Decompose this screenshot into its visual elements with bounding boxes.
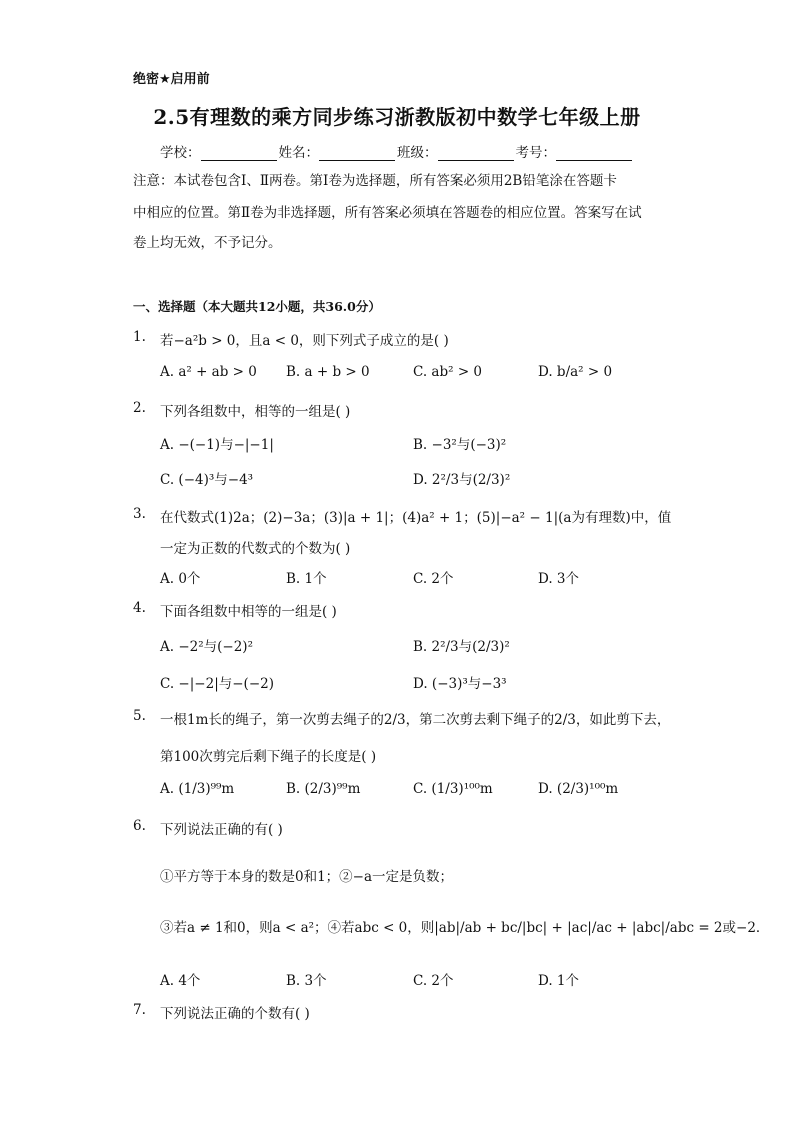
question-stem: 下列各组数中，相等的一组是( ) [160, 404, 351, 420]
option-a: A. a² + ab > 0 [160, 364, 257, 380]
question-number: 3. [133, 506, 146, 522]
name-label: 姓名： [278, 145, 319, 161]
option-c: C. 2个 [413, 571, 454, 587]
option-d: D. b/a² > 0 [538, 364, 613, 380]
option-a: A. −(−1)与−|−1| [160, 437, 274, 453]
option-c: C. −|−2|与−(−2) [160, 676, 274, 692]
statement-line-1: ①平方等于本身的数是0和1；②−a一定是负数； [160, 869, 454, 885]
option-c: C. (−4)³与−4³ [160, 472, 254, 488]
question-number: 6. [133, 818, 146, 834]
question-stem: 下列说法正确的个数有( ) [160, 1006, 310, 1022]
school-label: 学校： [160, 145, 201, 161]
question-stem: 若−a²b > 0，且a < 0，则下列式子成立的是( ) [160, 333, 449, 349]
student-info-line [160, 141, 634, 161]
option-b: B. 3个 [286, 973, 327, 989]
question-stem-line-1: 一根1m长的绳子，第一次剪去绳子的2/3，第二次剪去剩下绳子的2/3，如此剪下去， [160, 712, 671, 728]
name-blank [319, 146, 395, 161]
question-number: 4. [133, 600, 146, 616]
option-a: A. 4个 [160, 973, 201, 989]
option-a: A. 0个 [160, 571, 201, 587]
question-stem-line-1: 在代数式(1)2a；(2)−3a；(3)|a + 1|；(4)a² + 1；(5)|−a² − 1|(a为有理数)中，值 [160, 510, 672, 526]
option-d: D. (2/3)¹⁰⁰m [538, 781, 619, 797]
page-title: 2.5有理数的乘方同步练习浙教版初中数学七年级上册 [153, 105, 641, 129]
class-label: 班级： [397, 145, 438, 161]
option-d: D. (−3)³与−3³ [413, 676, 507, 692]
option-c: C. (1/3)¹⁰⁰m [413, 781, 493, 797]
class-blank [438, 146, 514, 161]
option-b: B. 2²/3与(2/3)² [413, 639, 510, 655]
question-number: 1. [133, 329, 146, 345]
question-stem-line-2: 第100次剪完后剩下绳子的长度是( ) [160, 749, 377, 765]
exam-no-label: 考号： [515, 145, 556, 161]
question-number: 7. [133, 1002, 146, 1018]
confidential-label: 绝密★启用前 [133, 72, 210, 87]
question-stem: 下列说法正确的有( ) [160, 822, 283, 838]
question-stem-line-2: 一定为正数的代数式的个数为( ) [160, 541, 351, 557]
notice-line-3: 卷上均无效，不予记分。 [133, 235, 282, 251]
option-d: D. 1个 [538, 973, 580, 989]
option-b: B. 1个 [286, 571, 327, 587]
notice-line-2: 中相应的位置。第Ⅱ卷为非选择题，所有答案必须填在答题卷的相应位置。答案写在试 [133, 205, 642, 221]
question-number: 5. [133, 708, 146, 724]
option-c: C. 2个 [413, 973, 454, 989]
exam-no-blank [556, 146, 632, 161]
option-b: B. (2/3)⁹⁹m [286, 781, 361, 797]
option-a: A. −2²与(−2)² [160, 639, 253, 655]
option-b: B. −3²与(−3)² [413, 437, 507, 453]
question-stem: 下面各组数中相等的一组是( ) [160, 604, 337, 620]
notice-line-1: 注意：本试卷包含Ⅰ、Ⅱ两卷。第Ⅰ卷为选择题，所有答案必须用2B铅笔涂在答题卡 [133, 173, 617, 189]
option-b: B. a + b > 0 [286, 364, 370, 380]
question-number: 2. [133, 400, 146, 416]
option-d: D. 3个 [538, 571, 580, 587]
statement-line-2: ③若a ≠ 1和0，则a < a²；④若abc < 0，则|ab|/ab + bc/|bc| + |ac|/ac + |abc|/abc = 2或−2． [160, 920, 770, 936]
option-d: D. 2²/3与(2/3)² [413, 472, 511, 488]
section-heading: 一、选择题（本大题共12小题，共36.0分） [133, 299, 381, 314]
option-a: A. (1/3)⁹⁹m [160, 781, 235, 797]
option-c: C. ab² > 0 [413, 364, 483, 380]
school-blank [201, 146, 277, 161]
